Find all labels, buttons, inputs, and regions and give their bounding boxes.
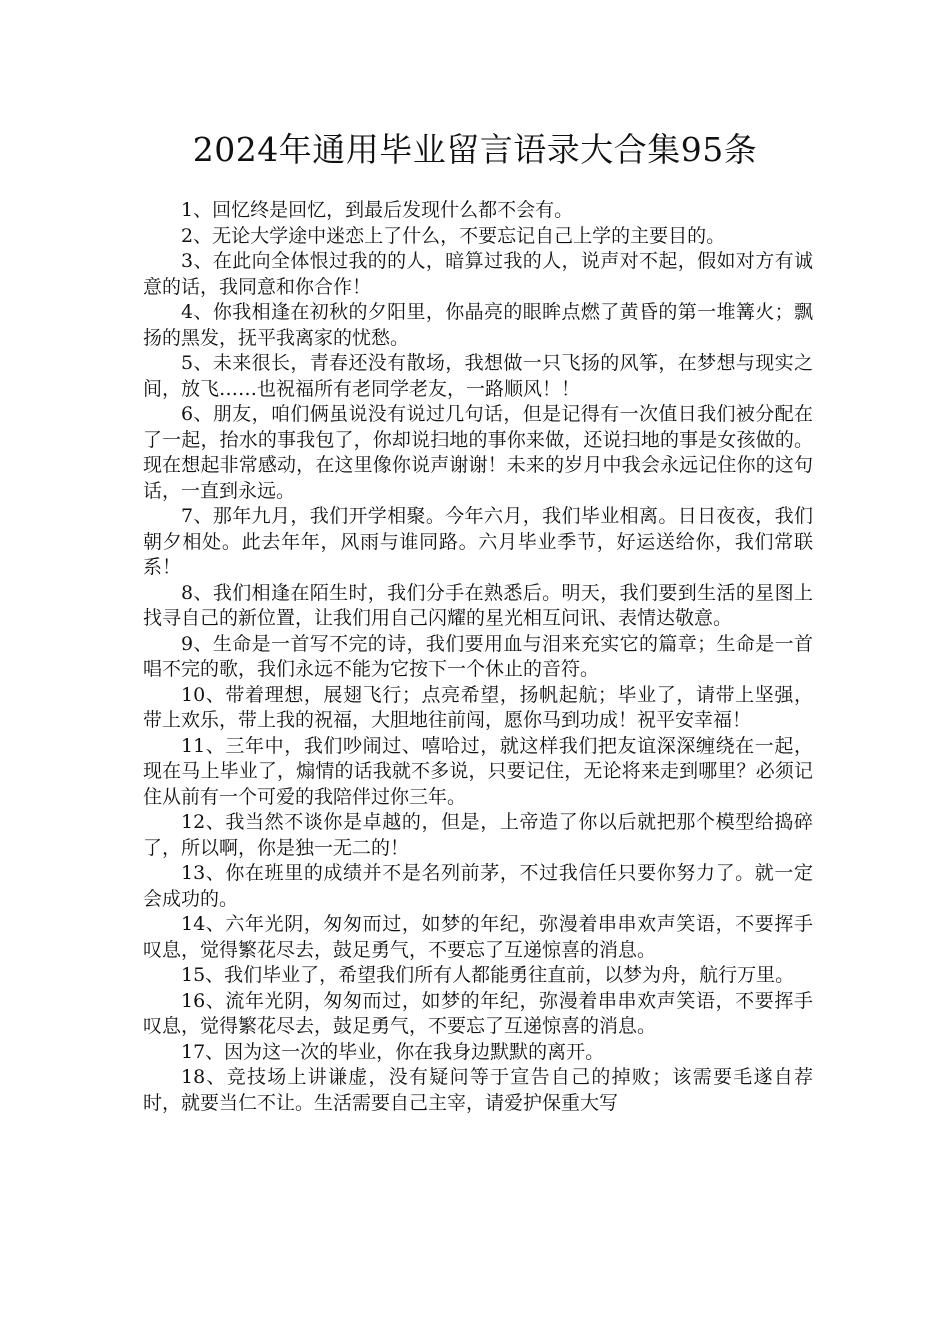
paragraph-1: 1、回忆终是回忆，到最后发现什么都不会有。 — [181, 199, 574, 221]
paragraph-2: 2、无论大学途中迷恋上了什么，不要忘记自己上学的主要目的。 — [181, 224, 726, 247]
paragraph-7: 7、那年九月，我们开学相聚。今年六月，我们毕业相离。日日夜夜，我们朝夕相处。此去年年，风雨与谁同路。六月毕业季节，好运送给你，我们常联系！ — [143, 505, 813, 578]
paragraph-3: 3、在此向全体恨过我的的人，暗算过我的人，说声对不起，假如对方有诚意的话，我同意和你合作！ — [143, 250, 813, 298]
paragraph-13: 13、你在班里的成绩并不是名列前茅，不过我信任只要你努力了。就一定会成功的。 — [143, 862, 813, 910]
paragraph-18: 18、竞技场上讲谦虚，没有疑问等于宣告自己的掉败；该需要毛遂自荐时，就要当仁不让。生活需要自己主宰，请爱护保重大写 — [143, 1066, 813, 1114]
paragraph-12: 12、我当然不谈你是卓越的，但是，上帝造了你以后就把那个模型给捣碎了，所以啊，你是独一无二的！ — [143, 811, 813, 859]
paragraph-6: 6、朋友，咱们俩虽说没有说过几句话，但是记得有一次值日我们被分配在了一起，抬水的事我包了，你却说扫地的事你来做，还说扫地的事是女孩做的。现在想起非常感动，在这里像你说声谢谢！未来的岁月中我会永远记住你的这句话，一直到永远。 — [143, 403, 813, 502]
paragraph-5: 5、未来很长，青春还没有散场，我想做一只飞扬的风筝，在梦想与现实之间，放飞……也祝福所有老同学老友，一路顺风！！ — [143, 352, 813, 400]
paragraph-17: 17、因为这一次的毕业，你在我身边默默的离开。 — [181, 1040, 605, 1063]
paragraph-4: 4、你我相逢在初秋的夕阳里，你晶亮的眼眸点燃了黄昏的第一堆篝火；飘扬的黑发，抚平我离家的忧愁。 — [143, 301, 813, 349]
paragraph-16: 16、流年光阴，匆匆而过，如梦的年纪，弥漫着串串欢声笑语，不要挥手叹息，觉得繁花尽去，鼓足勇气，不要忘了互递惊喜的消息。 — [143, 989, 813, 1037]
document-body — [143, 198, 813, 1116]
paragraph-9: 9、生命是一首写不完的诗，我们要用血与泪来充实它的篇章；生命是一首唱不完的歌，我们永远不能为它按下一个休止的音符。 — [143, 632, 813, 680]
paragraph-10: 10、带着理想，展翅飞行；点亮希望，扬帆起航；毕业了，请带上坚强，带上欢乐，带上我的祝福，大胆地往前闯，愿你马到功成！祝平安幸福！ — [143, 683, 813, 731]
document-title: 2024年通用毕业留言语录大合集95条 — [192, 130, 758, 169]
paragraph-14: 14、六年光阴，匆匆而过，如梦的年纪，弥漫着串串欢声笑语，不要挥手叹息，觉得繁花尽去，鼓足勇气，不要忘了互递惊喜的消息。 — [143, 913, 813, 961]
paragraph-8: 8、我们相逢在陌生时，我们分手在熟悉后。明天，我们要到生活的星图上找寻自己的新位置，让我们用自己闪耀的星光相互问讯、表情达敬意。 — [143, 581, 813, 629]
paragraph-11: 11、三年中，我们吵闹过、嘻哈过，就这样我们把友谊深深缠绕在一起，现在马上毕业了，煽情的话我就不多说，只要记住，无论将来走到哪里？必须记住从前有一个可爱的我陪伴过你三年。 — [143, 734, 813, 808]
paragraph-15: 15、我们毕业了，希望我们所有人都能勇往直前，以梦为舟，航行万里。 — [181, 964, 795, 986]
